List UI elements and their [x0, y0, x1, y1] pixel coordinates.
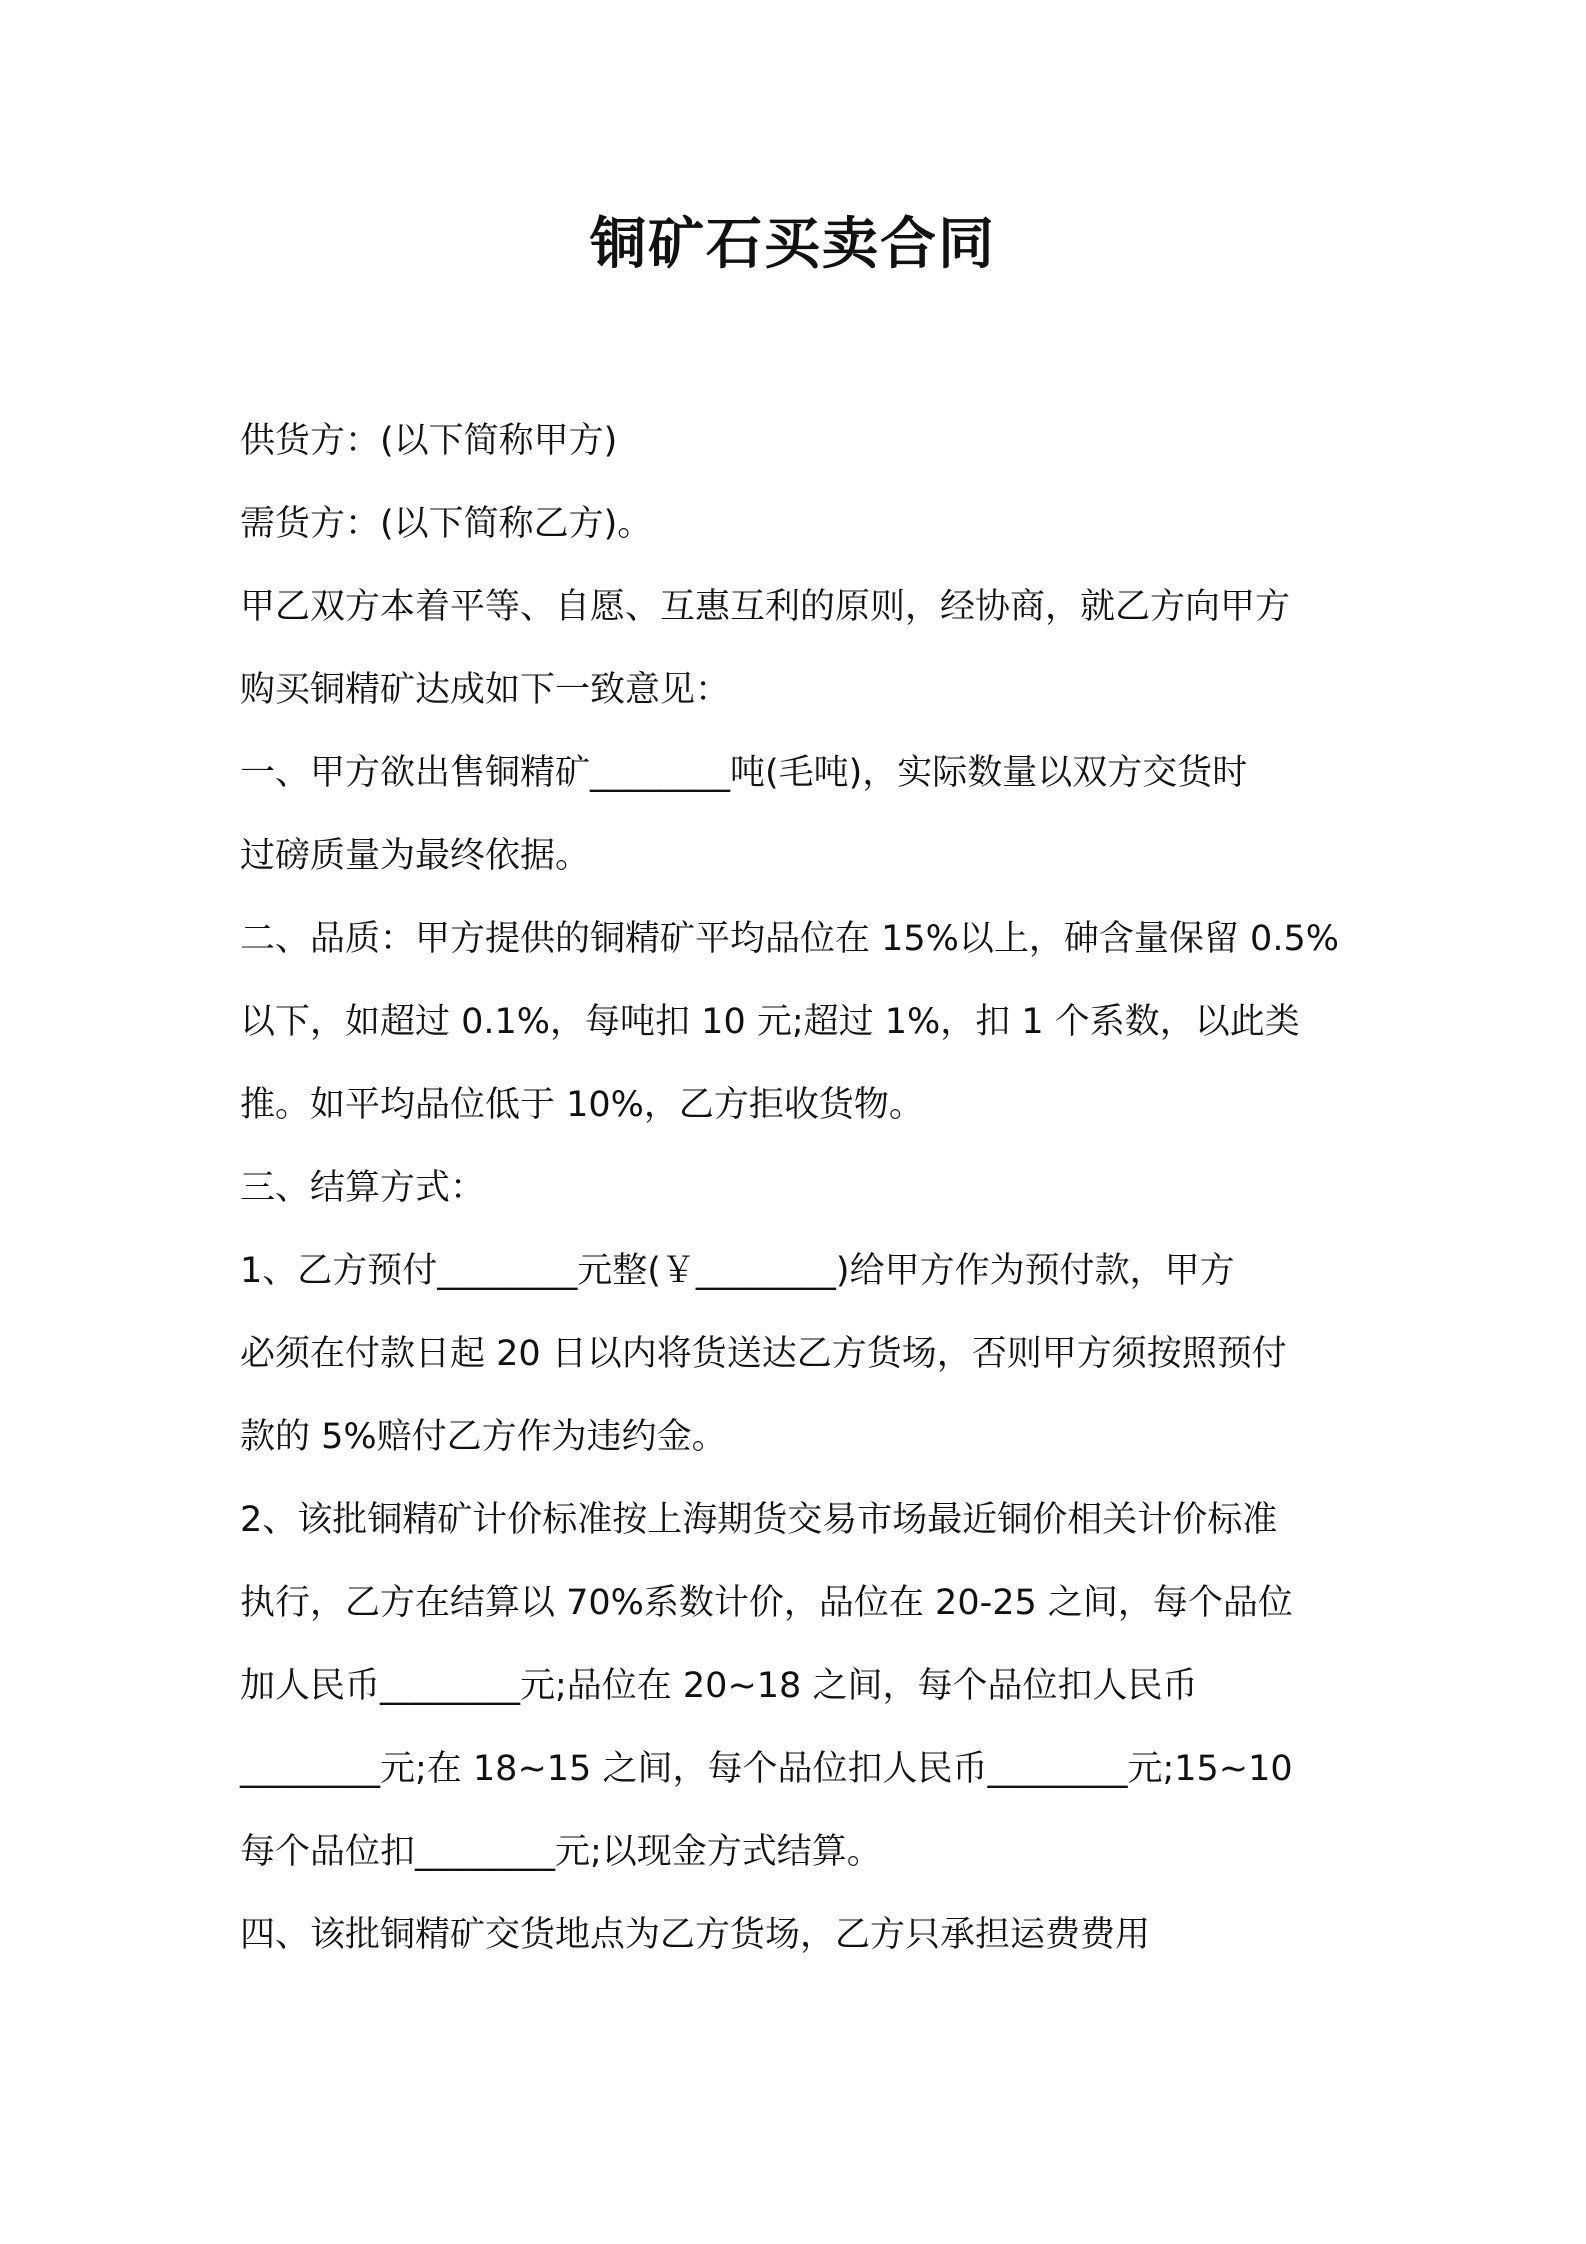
document-body	[240, 400, 1360, 1977]
text-line: 四、该批铜精矿交货地点为乙方货场，乙方只承担运费费用	[240, 1915, 1151, 1955]
text-line: 二、品质：甲方提供的铜精矿平均品位在 15%以上，砷含量保留 0.5%	[240, 919, 1339, 959]
text-line: 2、该批铜精矿计价标准按上海期货交易市场最近铜价相关计价标准	[240, 1500, 1278, 1540]
text-line: 推。如平均品位低于 10%，乙方拒收货物。	[240, 1085, 924, 1125]
text-line: 一、甲方欲出售铜精矿________吨(毛吨)，实际数量以双方交货时	[240, 753, 1248, 793]
text-line: 执行，乙方在结算以 70%系数计价，品位在 20-25 之间，每个品位	[240, 1583, 1293, 1623]
text-line: 1、乙方预付________元整(￥________)给甲方作为预付款，甲方	[240, 1251, 1235, 1291]
text-line: 加人民币________元;品位在 20~18 之间，每个品位扣人民币	[240, 1666, 1198, 1706]
text-line: 购买铜精矿达成如下一致意见：	[240, 670, 731, 710]
text-line: 需货方：(以下简称乙方)。	[240, 504, 653, 544]
text-line: 以下，如超过 0.1%，每吨扣 10 元;超过 1%，扣 1 个系数，以此类	[240, 1002, 1300, 1042]
text-line: 必须在付款日起 20 日以内将货送达乙方货场，否则甲方须按照预付	[240, 1334, 1287, 1374]
text-line: 过磅质量为最终依据。	[240, 836, 591, 876]
text-line: ________元;在 18~15 之间，每个品位扣人民币________元;15~10	[240, 1749, 1293, 1789]
text-line: 甲乙双方本着平等、自愿、互惠互利的原则，经协商，就乙方向甲方	[240, 587, 1291, 627]
document-title: 铜矿石买卖合同	[590, 212, 996, 277]
text-line: 款的 5%赔付乙方作为违约金。	[240, 1417, 727, 1457]
text-line: 供货方：(以下简称甲方)	[240, 421, 618, 461]
text-line: 每个品位扣________元;以现金方式结算。	[240, 1832, 882, 1872]
text-line: 三、结算方式：	[240, 1168, 486, 1208]
